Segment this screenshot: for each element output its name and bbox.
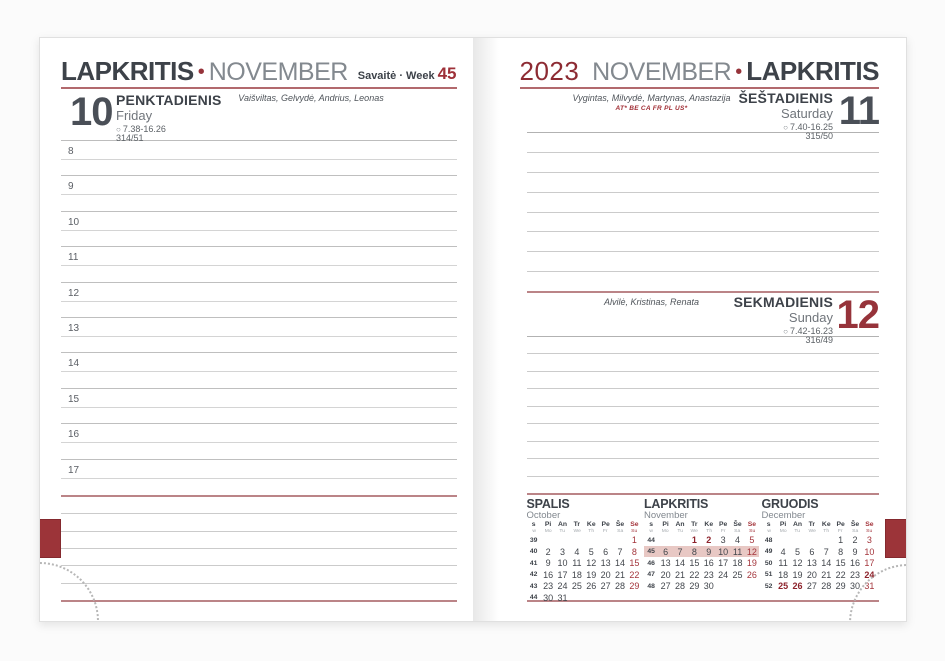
hour-writing-line xyxy=(61,389,457,408)
calendar-day: 29 xyxy=(835,581,846,592)
hour-writing-line xyxy=(61,212,457,231)
day-header: Se Su xyxy=(630,521,639,534)
calendar-day: 16 xyxy=(850,558,861,569)
ruled-line xyxy=(527,232,880,252)
calendar-day: 16 xyxy=(543,569,554,580)
calendar-day: 2 xyxy=(706,535,712,546)
calendar-day: 6 xyxy=(809,546,815,557)
mini-calendars xyxy=(527,495,880,602)
calendar-day: 22 xyxy=(689,569,700,580)
calendar-day-empty xyxy=(598,534,612,546)
calendar-day-empty xyxy=(627,592,641,604)
week-number: 49 xyxy=(764,548,773,556)
calendar-week-row xyxy=(644,569,759,581)
calendar-day: 26 xyxy=(792,581,803,592)
day-header: Pe Fr xyxy=(718,521,728,534)
calendar-day: 13 xyxy=(660,558,671,569)
calendar-day: 13 xyxy=(600,558,611,569)
calendar-day: 26 xyxy=(586,581,597,592)
calendar-day-empty xyxy=(598,592,612,604)
calendar-day: 22 xyxy=(629,569,640,580)
hour-writing-line xyxy=(61,283,457,302)
ruled-line xyxy=(527,477,880,493)
hour-block xyxy=(61,318,457,353)
calendar-day-empty xyxy=(805,534,819,546)
calendar-day: 20 xyxy=(806,569,817,580)
saturday-writing-lines xyxy=(527,133,880,293)
day-number: 10 xyxy=(70,90,113,134)
calendar-day: 5 xyxy=(749,535,755,546)
calendar-day: 2 xyxy=(852,535,858,546)
calendar-day-empty xyxy=(673,534,687,546)
ruled-line xyxy=(61,566,457,583)
day-info xyxy=(738,91,833,142)
name-days xyxy=(547,297,757,308)
calendar-day: 21 xyxy=(674,569,685,580)
week-number: 51 xyxy=(764,571,773,579)
sun-icon: ○ xyxy=(783,327,788,336)
calendar-day-empty xyxy=(790,534,804,546)
calendar-day: 26 xyxy=(746,569,757,580)
calendar-day: 4 xyxy=(735,535,741,546)
calendar-day: 21 xyxy=(821,569,832,580)
notes-area xyxy=(61,495,457,602)
day-header: Tr We xyxy=(808,521,816,534)
day-name-lt: PENKTADIENIS xyxy=(116,92,222,108)
calendar-day-empty xyxy=(570,592,584,604)
day-name-en: Sunday xyxy=(788,310,833,325)
hour-writing-line xyxy=(61,337,457,353)
calendar-day: 30 xyxy=(543,592,554,603)
right-page xyxy=(473,38,907,621)
calendar-day: 28 xyxy=(615,581,626,592)
day-header: Pi Mo xyxy=(662,521,670,534)
calendar-week-row xyxy=(527,569,642,581)
right-page-header xyxy=(520,56,880,89)
calendar-day: 8 xyxy=(838,546,844,557)
calendar-day: 1 xyxy=(838,535,844,546)
bookmark-tab xyxy=(40,519,61,558)
calendar-day: 30 xyxy=(850,581,861,592)
calendar-day: 18 xyxy=(571,569,582,580)
calendar-day: 18 xyxy=(778,569,789,580)
calendar-day: 13 xyxy=(806,558,817,569)
calendar-day: 17 xyxy=(718,558,729,569)
calendar-day: 7 xyxy=(823,546,829,557)
hour-writing-line xyxy=(61,160,457,176)
calendar-day-empty xyxy=(819,534,833,546)
calendar-title-lt: LAPKRITIS xyxy=(644,497,709,511)
calendar-week-row xyxy=(527,534,642,546)
hour-block xyxy=(61,247,457,282)
calendar-day: 28 xyxy=(821,581,832,592)
sun-icon: ○ xyxy=(116,125,121,134)
calendar-day-empty xyxy=(613,592,627,604)
hour-block xyxy=(61,283,457,318)
calendar-day: 23 xyxy=(543,581,554,592)
calendar-day: 25 xyxy=(571,581,582,592)
calendar-day: 24 xyxy=(864,569,875,580)
day-number: 11 xyxy=(838,89,879,133)
ruled-line xyxy=(527,213,880,233)
left-page xyxy=(40,38,473,621)
ruled-line xyxy=(527,459,880,476)
day-header: Pi Mo xyxy=(779,521,787,534)
ruled-line xyxy=(61,584,457,600)
ruled-line xyxy=(527,193,880,213)
calendar-day: 14 xyxy=(674,558,685,569)
calendar-day: 24 xyxy=(718,569,729,580)
day-header: Še Sa xyxy=(733,521,742,534)
calendar-day: 1 xyxy=(691,535,697,546)
hour-label: 14 xyxy=(68,358,80,370)
calendar-table xyxy=(527,522,642,603)
calendar-day: 27 xyxy=(660,581,671,592)
day-header: Ke Th xyxy=(704,521,714,534)
calendar-day: 22 xyxy=(835,569,846,580)
sun-times: 7.42-16.23 xyxy=(789,326,833,336)
calendar-day: 23 xyxy=(703,569,714,580)
hour-grid xyxy=(61,141,457,495)
week-number: 40 xyxy=(529,548,538,556)
calendar-day: 17 xyxy=(864,558,875,569)
hour-writing-line xyxy=(61,479,457,495)
day-header: An Tu xyxy=(792,521,802,534)
calendar-week-row xyxy=(644,557,759,569)
month-title-en: NOVEMBER xyxy=(208,58,348,86)
day-header-sunday xyxy=(527,293,880,346)
day-header: Pi Mo xyxy=(544,521,552,534)
diary-spread xyxy=(39,37,907,622)
day-name-en: Friday xyxy=(116,108,153,123)
hour-label: 16 xyxy=(68,429,80,441)
day-info xyxy=(734,295,833,346)
hour-block xyxy=(61,389,457,424)
hour-writing-line xyxy=(61,353,457,372)
day-header: Še Sa xyxy=(850,521,860,534)
ruled-line xyxy=(527,272,880,291)
calendar-day: 7 xyxy=(617,546,623,557)
hour-writing-line xyxy=(61,231,457,247)
calendar-day: 19 xyxy=(746,558,757,569)
calendar-day: 5 xyxy=(794,546,800,557)
calendar-day: 12 xyxy=(746,546,757,557)
calendar-day: 12 xyxy=(792,558,803,569)
calendar-day: 31 xyxy=(864,581,875,592)
calendar-day: 20 xyxy=(660,569,671,580)
calendar-day-empty xyxy=(613,534,627,546)
calendar-day: 31 xyxy=(557,592,568,603)
calendar-day: 8 xyxy=(691,546,697,557)
ruled-line xyxy=(527,354,880,371)
hour-label: 8 xyxy=(68,146,74,157)
hour-block xyxy=(61,424,457,459)
calendar-day: 20 xyxy=(600,569,611,580)
hour-label: 17 xyxy=(68,464,80,476)
title-separator-dot: • xyxy=(735,61,743,83)
hour-label: 12 xyxy=(68,287,80,299)
calendar-day-empty xyxy=(745,580,759,592)
mini-calendar-november xyxy=(644,495,762,600)
month-title-lt: LAPKRITIS xyxy=(746,56,879,86)
sun-times: 7.38-16.26 xyxy=(122,124,166,134)
sunday-writing-lines xyxy=(527,337,880,495)
day-name-lt: ŠEŠTADIENIS xyxy=(738,90,833,106)
week-label: Savaitė · Week xyxy=(357,70,435,82)
hour-writing-line xyxy=(61,408,457,424)
calendar-day: 1 xyxy=(631,535,637,546)
week-number: 52 xyxy=(764,582,773,590)
ruled-line xyxy=(527,389,880,406)
name-days: Vaišviltas, Gelvydė, Andrius, Leonas xyxy=(238,93,384,103)
day-header: Pe Fr xyxy=(836,521,845,534)
week-number: 48 xyxy=(647,582,655,590)
day-info xyxy=(116,93,222,144)
ruled-line xyxy=(61,549,457,566)
calendar-day: 4 xyxy=(780,546,786,557)
name-days-text: Alvilė, Kristinas, Renata xyxy=(603,297,700,307)
hour-writing-line xyxy=(61,443,457,459)
ruled-line xyxy=(527,173,880,193)
day-header: Se Su xyxy=(747,521,757,534)
sun-icon: ○ xyxy=(783,123,788,132)
calendar-day: 14 xyxy=(615,558,626,569)
week-number: 44 xyxy=(647,536,655,544)
calendar-week-row xyxy=(762,557,877,569)
week-number: 44 xyxy=(529,594,538,602)
calendar-day: 3 xyxy=(559,546,565,557)
calendar-week-row xyxy=(644,580,759,592)
calendar-day: 4 xyxy=(574,546,580,557)
calendar-day: 19 xyxy=(792,569,803,580)
calendar-day-empty xyxy=(555,534,569,546)
calendar-day: 2 xyxy=(545,546,551,557)
mini-calendar-october xyxy=(526,495,645,603)
calendar-day-empty xyxy=(730,580,744,592)
calendar-week-row xyxy=(527,580,642,592)
calendar-table xyxy=(644,522,759,592)
bookmark-tab xyxy=(885,519,906,558)
calendar-day: 15 xyxy=(629,558,640,569)
calendar-day-empty xyxy=(541,534,555,546)
calendar-day: 11 xyxy=(732,546,743,557)
calendar-day: 29 xyxy=(629,581,640,592)
left-page-header xyxy=(61,56,457,89)
calendar-week-row xyxy=(644,534,759,546)
calendar-day: 29 xyxy=(689,581,700,592)
hour-writing-line xyxy=(61,372,457,388)
week-number: 43 xyxy=(529,582,538,590)
calendar-table xyxy=(762,522,877,592)
right-month-title xyxy=(592,56,879,87)
calendar-day: 3 xyxy=(866,535,872,546)
day-header: An Tu xyxy=(675,521,685,534)
ruled-line xyxy=(61,532,457,549)
calendar-week-row xyxy=(527,592,642,604)
calendar-day: 17 xyxy=(557,569,568,580)
week-number: 45 xyxy=(437,64,457,83)
calendar-day: 10 xyxy=(864,546,875,557)
day-header: Tr We xyxy=(690,521,699,534)
calendar-day: 21 xyxy=(615,569,626,580)
day-header: Se Su xyxy=(865,521,874,534)
day-of-year: 316/49 xyxy=(805,335,833,346)
calendar-title-en: October xyxy=(526,510,561,522)
week-number: 50 xyxy=(764,559,773,567)
calendar-day: 25 xyxy=(732,569,743,580)
day-of-year: 314/51 xyxy=(116,133,144,144)
day-header: s w xyxy=(766,521,771,534)
day-header-saturday xyxy=(527,89,880,142)
ruled-line xyxy=(61,497,457,514)
mini-calendar-december xyxy=(762,495,880,600)
calendar-day: 8 xyxy=(631,546,637,557)
year-label: 2023 xyxy=(519,56,580,86)
calendar-title-lt: SPALIS xyxy=(526,497,570,511)
calendar-day: 24 xyxy=(557,581,568,592)
calendar-day: 27 xyxy=(600,581,611,592)
ruled-line xyxy=(527,442,880,459)
day-header: s w xyxy=(649,521,654,534)
calendar-title-lt: GRUODIS xyxy=(761,497,819,511)
hour-block xyxy=(61,141,457,176)
hour-writing-line xyxy=(61,302,457,318)
name-days-text: Vygintas, Milvydė, Martynas, Anastazija xyxy=(572,93,731,103)
hour-label: 11 xyxy=(68,252,79,264)
calendar-day-empty xyxy=(776,534,790,546)
week-number: 45 xyxy=(647,548,655,556)
hour-block xyxy=(61,460,457,495)
calendar-week-row xyxy=(644,546,759,558)
day-header: Pe Fr xyxy=(601,521,610,534)
hour-label: 15 xyxy=(68,393,80,405)
calendar-week-row xyxy=(762,546,877,558)
hour-block xyxy=(61,212,457,247)
calendar-week-row xyxy=(762,534,877,546)
calendar-week-row xyxy=(527,546,642,558)
hour-label: 13 xyxy=(68,322,80,334)
week-number: 47 xyxy=(647,571,655,579)
calendar-title-en: December xyxy=(761,510,806,522)
name-days xyxy=(547,93,757,113)
ruled-line xyxy=(527,424,880,441)
week-number: 46 xyxy=(647,559,655,567)
hour-writing-line xyxy=(61,460,457,479)
calendar-day: 23 xyxy=(850,569,861,580)
month-title-lt: LAPKRITIS xyxy=(61,56,194,86)
calendar-day: 15 xyxy=(835,558,846,569)
hour-label: 10 xyxy=(68,216,80,228)
day-header: Ke Th xyxy=(586,521,596,534)
calendar-day: 12 xyxy=(586,558,597,569)
ruled-line xyxy=(61,514,457,531)
calendar-day: 15 xyxy=(689,558,700,569)
week-number: 41 xyxy=(529,559,538,567)
hour-writing-line xyxy=(61,266,457,282)
hour-label: 9 xyxy=(68,181,74,193)
calendar-day: 10 xyxy=(557,558,568,569)
calendar-day-empty xyxy=(584,592,598,604)
week-reference xyxy=(358,64,457,84)
calendar-week-row xyxy=(527,557,642,569)
calendar-day: 11 xyxy=(572,558,582,569)
calendar-day-empty xyxy=(584,534,598,546)
calendar-title-en: November xyxy=(644,510,688,522)
day-of-year: 315/50 xyxy=(805,131,833,142)
holiday-country-codes: AT* BE CA FR PL US* xyxy=(615,104,688,112)
calendar-day: 9 xyxy=(852,546,858,557)
calendar-day: 19 xyxy=(586,569,597,580)
calendar-day-empty xyxy=(570,534,584,546)
calendar-day: 14 xyxy=(821,558,832,569)
hour-writing-line xyxy=(61,318,457,337)
day-header: s w xyxy=(531,521,536,534)
calendar-day: 10 xyxy=(718,546,729,557)
ruled-line xyxy=(527,407,880,424)
ruled-line xyxy=(527,252,880,272)
hour-writing-line xyxy=(61,195,457,211)
calendar-day: 25 xyxy=(778,581,789,592)
week-number: 42 xyxy=(529,571,538,579)
day-name-en: Saturday xyxy=(780,106,833,121)
calendar-week-row xyxy=(762,569,877,581)
week-number: 39 xyxy=(529,536,538,544)
day-header: Ke Th xyxy=(821,521,831,534)
calendar-day: 6 xyxy=(663,546,669,557)
calendar-day-empty xyxy=(716,580,730,592)
ruled-line xyxy=(527,372,880,389)
day-number: 12 xyxy=(836,293,879,337)
hour-writing-line xyxy=(61,176,457,195)
ruled-line xyxy=(527,153,880,173)
calendar-day: 18 xyxy=(732,558,743,569)
calendar-day: 7 xyxy=(677,546,683,557)
hour-writing-line xyxy=(61,424,457,443)
calendar-day: 16 xyxy=(703,558,714,569)
sun-times: 7.40-16.25 xyxy=(789,122,833,132)
day-name-lt: SEKMADIENIS xyxy=(733,294,833,310)
calendar-day: 11 xyxy=(778,558,788,569)
calendar-day-empty xyxy=(658,534,672,546)
calendar-day: 6 xyxy=(603,546,609,557)
hour-writing-line xyxy=(61,247,457,266)
calendar-day: 9 xyxy=(706,546,712,557)
calendar-day: 30 xyxy=(703,581,714,592)
day-header-friday xyxy=(61,89,457,144)
day-header: Še Sa xyxy=(615,521,625,534)
calendar-day: 28 xyxy=(674,581,685,592)
calendar-day: 5 xyxy=(588,546,594,557)
calendar-day: 3 xyxy=(720,535,726,546)
title-separator-dot: • xyxy=(197,61,205,83)
hour-block xyxy=(61,176,457,211)
hour-block xyxy=(61,353,457,388)
day-header: Tr We xyxy=(573,521,581,534)
day-header: An Tu xyxy=(557,521,567,534)
week-number: 48 xyxy=(764,536,773,544)
month-title-en: NOVEMBER xyxy=(592,58,732,86)
calendar-day: 9 xyxy=(545,558,551,569)
calendar-day: 27 xyxy=(806,581,817,592)
